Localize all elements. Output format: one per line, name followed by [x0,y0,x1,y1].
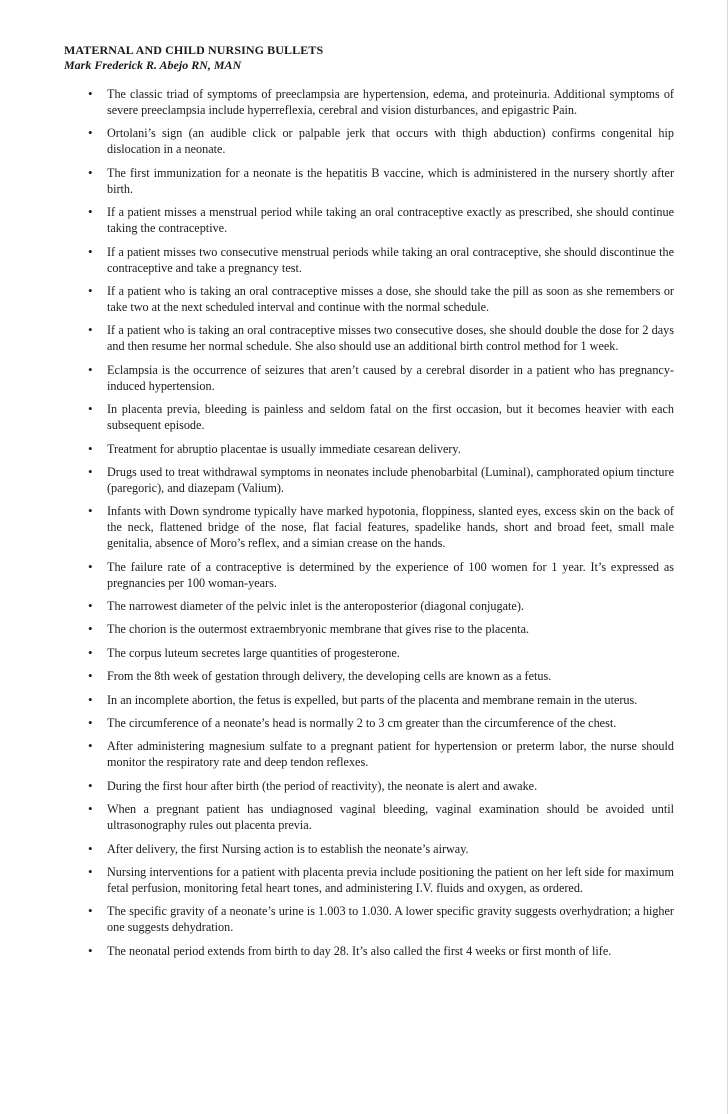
bullet-text: The classic triad of symptoms of preeclampsia are hypertension, edema, and proteinuria. Additional symptoms of severe preeclampsia include hyperreflexia, cerebral and vision disturbances, and epigastric Pain. [107,87,674,117]
document-header [64,43,323,73]
bullet-item [64,903,674,935]
bullet-item [64,738,674,770]
bullet-item [64,778,674,794]
bullet-item [64,943,674,959]
bullet-dot-icon: • [88,903,93,919]
bullet-text: Nursing interventions for a patient with placenta previa include positioning the patient on her left side for maximum fetal perfusion, monitoring fetal heart tones, and administering I.V. fluids and oxygen, as ordered. [107,864,674,895]
bullet-text: If a patient who is taking an oral contraceptive misses two consecutive doses, she should double the dose for 2 days and then resume her normal schedule. She also should use an additional birth control method for 1 week. [107,323,674,354]
bullet-text: If a patient who is taking an oral contraceptive misses a dose, she should take the pill as soon as she remembers or take two at the next scheduled interval and continue with the normal schedule. [107,283,674,314]
bullet-text: From the 8th week of gestation through delivery, the developing cells are known as a fetus. [107,669,552,684]
bullet-item [64,621,674,637]
bullet-dot-icon: • [88,942,93,958]
bullet-text: After delivery, the first Nursing action is to establish the neonate’s airway. [107,841,469,856]
bullet-text: The neonatal period extends from birth to day 28. It’s also called the first 4 weeks or first month of life. [107,943,612,958]
bullet-item [64,841,674,857]
bullet-item [64,598,674,614]
bullet-text: The circumference of a neonate’s head is normally 2 to 3 cm greater than the circumference of the chest. [107,716,617,731]
bullet-dot-icon: • [88,558,93,574]
bullet-item [64,864,674,896]
bullet-text: Infants with Down syndrome typically have marked hypotonia, floppiness, slanted eyes, excess skin on the back of the neck, flattened bridge of the nose, flat facial features, spadelike hands, short and broad feet, small male genitalia, absence of Moro’s reflex, and a simian crease on the hands. [107,504,674,551]
bullet-text: If a patient misses a menstrual period while taking an oral contraceptive exactly as prescribed, she should continue taking the contraceptive. [107,205,674,236]
bullet-text: The corpus luteum secretes large quantities of progesterone. [107,645,400,660]
bullet-dot-icon: • [88,777,93,793]
bullet-item [64,165,674,197]
bullet-item [64,362,674,394]
bullet-text: The failure rate of a contraceptive is determined by the experience of 100 women for 1 year. It’s expressed as pregnancies per 100 woman-years. [107,559,674,590]
bullet-item [64,125,674,157]
document-title: MATERNAL AND CHILD NURSING BULLETS [64,43,324,57]
bullet-text: In placenta previa, bleeding is painless and seldom fatal on the first occasion, but it becomes heavier with each subsequent episode. [107,402,674,433]
bullet-item [64,715,674,731]
bullet-dot-icon: • [88,125,93,141]
bullet-dot-icon: • [88,840,93,856]
bullet-item [64,645,674,661]
bullet-text: In an incomplete abortion, the fetus is expelled, but parts of the placenta and membrane remain in the uterus. [107,692,638,707]
bullet-item [64,244,674,276]
bullet-item [64,668,674,684]
bullet-dot-icon: • [88,644,93,660]
bullet-item [64,692,674,708]
bullet-item [64,464,674,496]
bullet-text: The chorion is the outermost extraembryonic membrane that gives rise to the placenta. [107,622,530,637]
bullet-text: The narrowest diameter of the pelvic inlet is the anteroposterior (diagonal conjugate). [107,599,524,614]
bullet-text: After administering magnesium sulfate to a pregnant patient for hypertension or preterm labor, the nurse should monitor the respiratory rate and deep tendon reflexes. [107,739,674,770]
bullet-item [64,503,674,551]
bullet-text: Treatment for abruptio placentae is usually immediate cesarean delivery. [107,441,461,456]
bullet-text: Drugs used to treat withdrawal symptoms in neonates include phenobarbital (Luminal), camphorated opium tincture (paregoric), and diazepam (Valium). [107,464,674,495]
bullet-dot-icon: • [88,668,93,684]
bullet-dot-icon: • [88,463,93,479]
bullet-dot-icon: • [88,621,93,637]
bullet-dot-icon: • [88,440,93,456]
bullet-text: Eclampsia is the occurrence of seizures that aren’t caused by a cerebral disorder in a patient who has pregnancy-induced hypertension. [107,362,674,393]
bullet-item [64,401,674,433]
bullet-dot-icon: • [88,322,93,338]
bullet-item [64,283,674,315]
bullet-text: Ortolani’s sign (an audible click or palpable jerk that occurs with thigh abduction) confirms congenital hip dislocation in a neonate. [107,126,674,157]
bullet-dot-icon: • [88,863,93,879]
bullet-dot-icon: • [88,715,93,731]
bullet-text: When a pregnant patient has undiagnosed vaginal bleeding, vaginal examination should be avoided until ultrasonography rules out placenta previa. [107,802,674,833]
bullet-item [64,204,674,236]
bullet-dot-icon: • [88,503,93,519]
bullet-text: The first immunization for a neonate is the hepatitis B vaccine, which is administered in the nursery shortly after birth. [107,165,674,196]
bullet-dot-icon: • [88,801,93,817]
bullet-dot-icon: • [88,401,93,417]
bullet-dot-icon: • [88,738,93,754]
bullet-dot-icon: • [88,691,93,707]
bullet-item [64,801,674,833]
bullet-dot-icon: • [88,243,93,259]
bullet-dot-icon: • [88,361,93,377]
bullet-text: The specific gravity of a neonate’s urine is 1.003 to 1.030. A lower specific gravity suggests overhydration; a higher one suggests dehydration. [107,904,674,935]
bullet-dot-icon: • [88,204,93,220]
bullet-dot-icon: • [88,86,93,101]
bullet-item [64,559,674,591]
bullet-text: If a patient misses two consecutive menstrual periods while taking an oral contraceptive, she should discontinue the contraceptive and take a pregnancy test. [107,244,674,275]
bullet-item [64,86,674,118]
bullet-dot-icon: • [88,282,93,298]
bullet-item [64,322,674,354]
bullet-item [64,441,674,457]
bullet-dot-icon: • [88,164,93,180]
bullet-dot-icon: • [88,598,93,614]
bullet-text: During the first hour after birth (the period of reactivity), the neonate is alert and awake. [107,778,538,793]
bullet-list [64,86,674,966]
document-author: Mark Frederick R. Abejo RN, MAN [64,58,242,72]
